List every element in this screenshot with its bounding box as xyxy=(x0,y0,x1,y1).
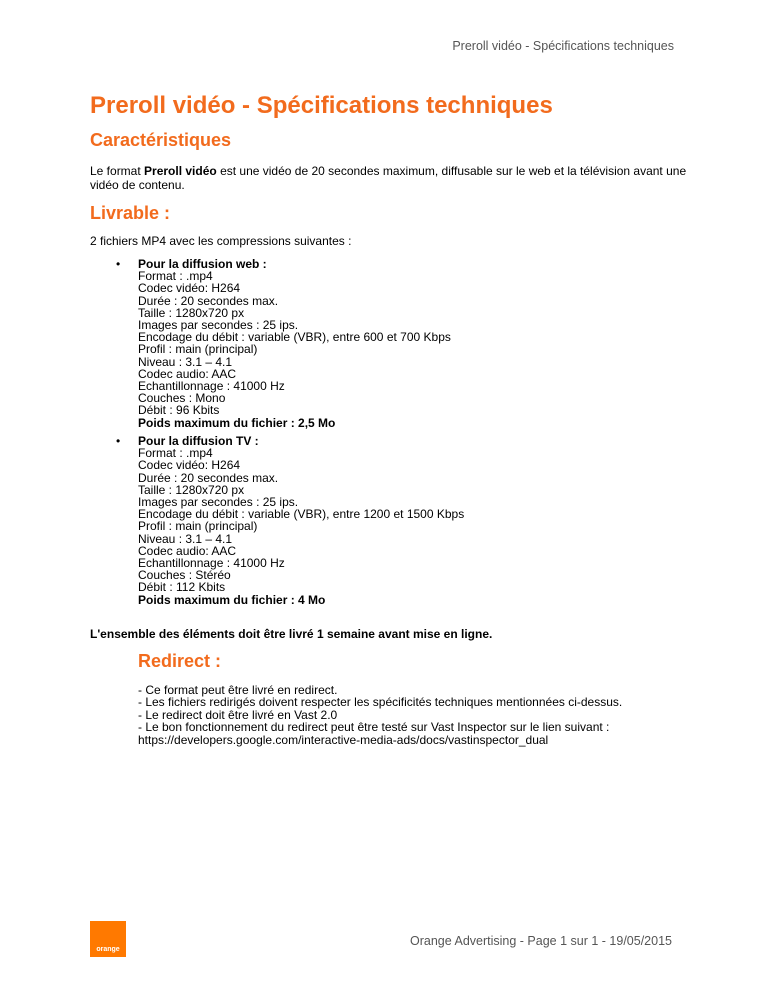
spec-tv-max-size: Poids maximum du fichier : 4 Mo xyxy=(138,592,326,607)
spec-tv-block xyxy=(116,434,465,607)
redirect-list xyxy=(138,684,622,746)
spec-line: Couches : Mono xyxy=(138,391,226,406)
spec-line: Images par secondes : 25 ips. xyxy=(138,495,299,510)
orange-logo xyxy=(90,921,126,957)
redirect-line: - Les fichiers redirigés doivent respecter les spécificités techniques mentionnées ci-dessus. xyxy=(138,695,623,710)
bullet-icon: • xyxy=(116,257,121,271)
spec-line: Format : .mp4 xyxy=(138,446,213,461)
spec-line: Durée : 20 secondes max. xyxy=(138,470,279,485)
intro-text-start: Le format xyxy=(90,164,145,178)
spec-line: Profil : main (principal) xyxy=(138,342,258,357)
spec-line: Echantillonnage : 41000 Hz xyxy=(138,556,285,571)
heading-caracteristiques: Caractéristiques xyxy=(90,130,232,150)
vast-inspector-link[interactable]: https://developers.google.com/interactive-media-ads/docs/vastinspector_dual xyxy=(138,732,549,747)
spec-line: Images par secondes : 25 ips. xyxy=(138,318,299,333)
orange-logo-text: orange xyxy=(96,946,120,953)
spec-line: Débit : 112 Kbits xyxy=(138,580,226,595)
page-header: Preroll vidéo - Spécifications techniques xyxy=(452,39,674,53)
spec-line: Codec vidéo: H264 xyxy=(138,458,241,473)
spec-line: Couches : Stéréo xyxy=(138,568,231,583)
spec-tv-title: Pour la diffusion TV : xyxy=(138,434,259,448)
intro-text-end: est une vidéo de 20 secondes maximum, diffusable sur le web et la télévision avant une vidéo de contenu. xyxy=(90,164,687,192)
spec-line: Durée : 20 secondes max. xyxy=(138,293,279,308)
spec-line: Encodage du débit : variable (VBR), entre 1200 et 1500 Kbps xyxy=(138,507,465,522)
intro-paragraph xyxy=(90,165,690,192)
spec-line: Encodage du débit : variable (VBR), entre 600 et 700 Kbps xyxy=(138,330,451,345)
redirect-line: - Le redirect doit être livré en Vast 2.0 xyxy=(138,707,338,722)
spec-line: Débit : 96 Kbits xyxy=(138,403,220,418)
spec-line: Taille : 1280x720 px xyxy=(138,482,245,497)
spec-line: Codec audio: AAC xyxy=(138,543,237,558)
spec-line: Taille : 1280x720 px xyxy=(138,305,245,320)
livrable-lead: 2 fichiers MP4 avec les compressions suivantes : xyxy=(90,234,352,248)
spec-line: Niveau : 3.1 – 4.1 xyxy=(138,354,233,369)
spec-web-block xyxy=(116,257,451,430)
heading-redirect: Redirect : xyxy=(138,651,222,671)
spec-line: Format : .mp4 xyxy=(138,269,213,284)
spec-line: Niveau : 3.1 – 4.1 xyxy=(138,531,233,546)
bullet-icon: • xyxy=(116,434,121,448)
spec-web-title: Pour la diffusion web : xyxy=(138,257,267,271)
spec-line: Profil : main (principal) xyxy=(138,519,258,534)
redirect-line: - Ce format peut être livré en redirect. xyxy=(138,683,338,697)
spec-line: Codec audio: AAC xyxy=(138,366,237,381)
intro-format-name: Preroll vidéo xyxy=(144,164,217,178)
page-footer: Orange Advertising - Page 1 sur 1 - 19/05/2015 xyxy=(410,934,672,948)
spec-web-max-size: Poids maximum du fichier : 2,5 Mo xyxy=(138,415,336,430)
heading-livrable: Livrable : xyxy=(90,203,171,223)
spec-line: Codec vidéo: H264 xyxy=(138,281,241,296)
redirect-line: - Le bon fonctionnement du redirect peut être testé sur Vast Inspector sur le lien suivant : xyxy=(138,720,610,735)
document-title: Preroll vidéo - Spécifications techniques xyxy=(90,92,553,119)
spec-line: Echantillonnage : 41000 Hz xyxy=(138,379,285,394)
delivery-notice: L'ensemble des éléments doit être livré 1 semaine avant mise en ligne. xyxy=(90,627,493,641)
